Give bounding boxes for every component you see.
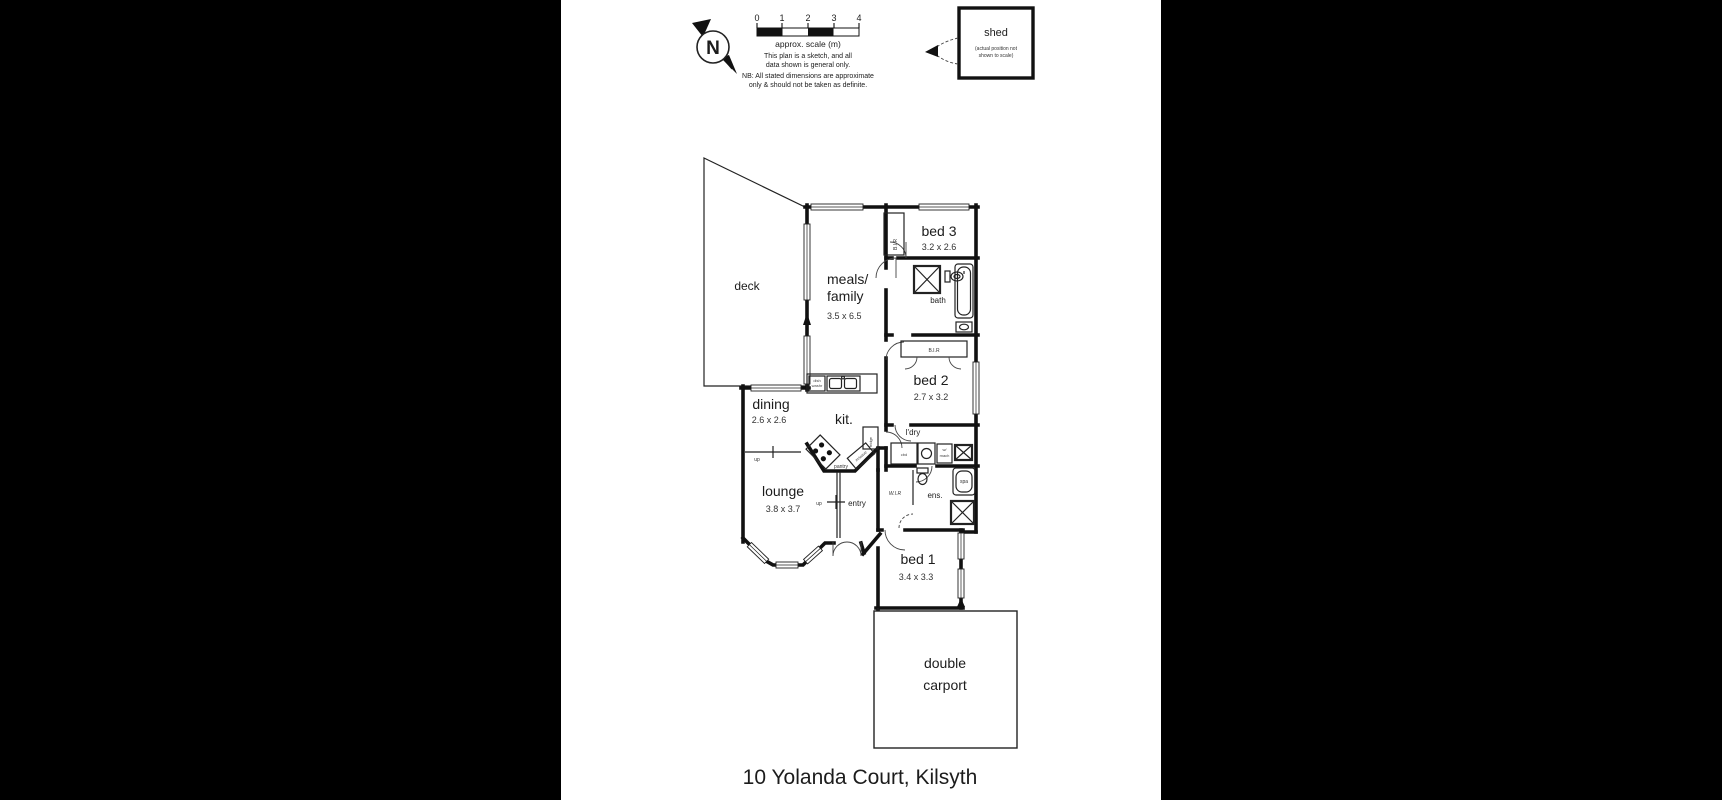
- fridge-icon: [863, 427, 878, 449]
- entry-label: entry: [848, 499, 866, 508]
- floorplan-page: [561, 0, 1161, 800]
- ensuite-toilet-icon: [917, 468, 928, 485]
- lounge-dims: 3.8 x 3.7: [765, 504, 801, 514]
- compass-letter: N: [706, 38, 720, 59]
- sliding-door-arrow: [803, 313, 811, 325]
- meals-label-1: meals/: [827, 271, 869, 287]
- bath-label: bath: [930, 296, 946, 305]
- disclaimer: [742, 53, 874, 89]
- disclaimer-line-1: This plan is a sketch, and all: [764, 53, 852, 60]
- bed3-bir-label: B.I.R: [893, 238, 899, 250]
- lounge-label: lounge: [761, 483, 805, 499]
- floorplan-svg: [561, 0, 1161, 800]
- bed2-label: bed 2: [913, 372, 949, 388]
- bed3-dims: 3.2 x 2.6: [921, 242, 957, 252]
- steps: [745, 446, 878, 612]
- scale-tick-0: 0: [754, 13, 760, 23]
- meals-dims: 3.5 x 6.5: [827, 311, 862, 321]
- carport-label-1: double: [923, 655, 967, 671]
- carport-entry-arrow: [957, 598, 965, 607]
- address-title: 10 Yolanda Court, Kilsyth: [742, 766, 978, 789]
- scale-caption: approx. scale (m): [775, 39, 841, 49]
- shower-icon: [914, 266, 940, 293]
- shed-note-2: shown to scale): [978, 53, 1014, 59]
- laundry-label: l'dry: [905, 428, 921, 437]
- shed-note-1: (actual position not: [975, 46, 1017, 52]
- carport-room: [874, 611, 1017, 748]
- disclaimer-line-2: data shown is general only.: [765, 62, 851, 69]
- cupboard-label: cbd: [900, 452, 908, 457]
- up-label-dining: up: [754, 457, 760, 463]
- kitchen-label: kit.: [835, 411, 853, 427]
- deck-label: deck: [734, 279, 760, 293]
- dining-label: dining: [752, 396, 790, 412]
- meals-label-2: family: [827, 288, 864, 304]
- washer-label-1: w/: [942, 447, 947, 452]
- room-labels: [752, 223, 957, 582]
- compass: [692, 19, 737, 74]
- washer-label-box: [937, 444, 952, 463]
- spa-label: spa: [959, 479, 969, 485]
- bed1-dims: 3.4 x 3.3: [898, 572, 934, 582]
- scale-bar: [754, 13, 861, 49]
- ensuite-shower-icon: [951, 501, 974, 524]
- bed2-dims: 2.7 x 3.2: [913, 392, 949, 402]
- scale-tick-4: 4: [856, 13, 862, 23]
- washer-label-2: mach: [939, 453, 950, 458]
- dining-dims: 2.6 x 2.6: [751, 415, 787, 425]
- dishwasher-label-2: washr: [811, 383, 823, 388]
- shed-arrow-head: [925, 45, 938, 57]
- disclaimer-line-3: NB: All stated dimensions are approximate: [742, 73, 874, 80]
- toilet-icon: [945, 271, 963, 282]
- up-label-entry: up: [816, 501, 822, 507]
- sink-icon: [827, 376, 860, 391]
- bed3-label: bed 3: [921, 223, 957, 239]
- washing-machine-icon: [918, 443, 935, 464]
- shed-label: shed: [984, 27, 1008, 39]
- dishwasher-label-1: dish: [813, 378, 821, 383]
- carport-label-2: carport: [923, 677, 967, 693]
- scale-tick-1: 1: [779, 13, 785, 23]
- bed2-bir-label: B.I.R: [928, 348, 940, 354]
- ensuite-label: ens.: [927, 491, 943, 500]
- laundry-fixtures: [891, 443, 972, 464]
- trough-icon: [955, 445, 972, 460]
- vanity-icon: [956, 322, 972, 332]
- microwave-label: m/wave: [854, 449, 868, 463]
- deck-room: [704, 158, 807, 386]
- bed1-label: bed 1: [900, 551, 936, 567]
- scale-tick-3: 3: [831, 13, 837, 23]
- cupboard-icon: [891, 443, 917, 464]
- shed-callout: [925, 8, 1033, 78]
- wir-label: W.I.R: [888, 491, 902, 497]
- dishwasher-icon: [809, 376, 825, 391]
- disclaimer-line-4: only & should not be taken as definite.: [748, 82, 868, 89]
- fridge-label: fridge: [868, 436, 873, 447]
- bathtub-icon: [955, 264, 973, 318]
- scale-tick-2: 2: [805, 13, 811, 23]
- pantry-label: pantry: [834, 464, 848, 470]
- spa-icon: [953, 468, 975, 495]
